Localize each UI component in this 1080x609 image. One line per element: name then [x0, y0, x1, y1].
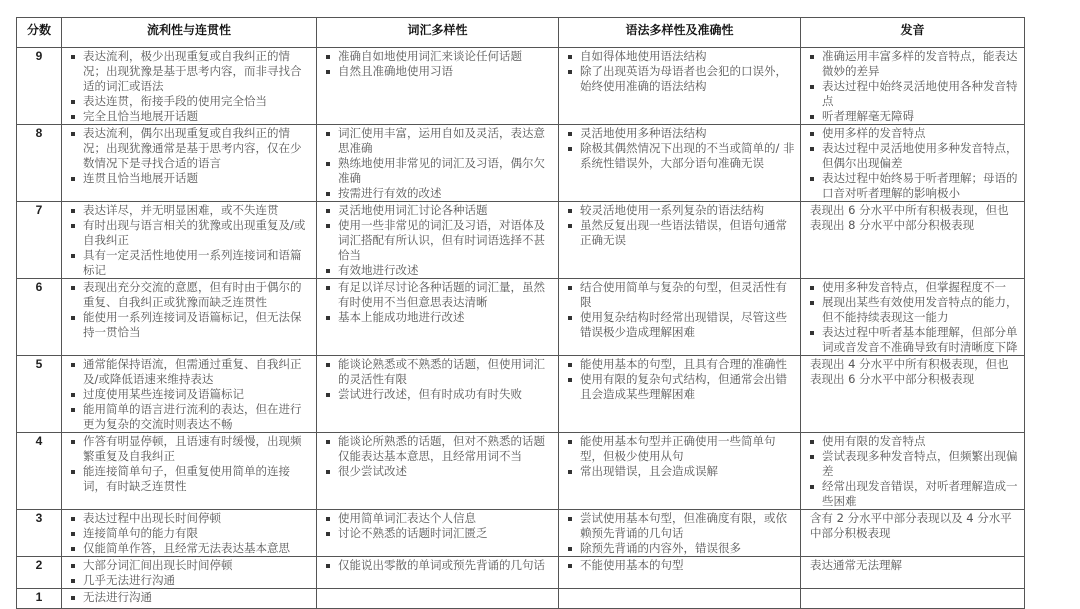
- descriptor-item: 表达过程中灵活地使用多种发音特点，但偶尔出现偏差: [806, 141, 1019, 171]
- cell-lexical-resource: [317, 48, 559, 125]
- descriptor-item: 表达过程中始终灵活地使用各种发音特点: [806, 79, 1019, 109]
- descriptor-item: 使用一些非常见的词汇及习语，对语体及词汇搭配有所认识，但有时词语选择不甚恰当: [322, 218, 553, 263]
- band-score: 2: [17, 557, 62, 589]
- descriptor-item: 熟练地使用非常见的词汇及习语，偶尔欠准确: [322, 156, 553, 186]
- band-row-4: [17, 433, 1025, 510]
- descriptor-list: [67, 203, 311, 278]
- cell-grammar: [559, 589, 801, 609]
- descriptor-item: 尝试进行改述，但有时成功有时失败: [322, 387, 553, 402]
- descriptor-list: [67, 558, 311, 588]
- descriptor-item: 很少尝试改述: [322, 464, 553, 479]
- descriptor-item: 表达过程中出现长时间停顿: [67, 511, 311, 526]
- descriptor-item: 连贯且恰当地展开话题: [67, 171, 311, 186]
- header-grammar: 语法多样性及准确性: [559, 18, 801, 48]
- descriptor-item: 常出现错误，且会造成误解: [564, 464, 795, 479]
- descriptor-text: 表现出 4 分水平中所有积极表现，但也表现出 6 分水平中部分积极表现: [810, 357, 1009, 386]
- descriptor-list: [564, 280, 795, 340]
- cell-grammar: [559, 433, 801, 510]
- descriptor-item: 除预先背诵的内容外，错误很多: [564, 541, 795, 556]
- descriptor-item: 准确自如地使用词汇来谈论任何话题: [322, 49, 553, 64]
- cell-pronunciation: [801, 279, 1025, 356]
- cell-grammar: [559, 279, 801, 356]
- descriptor-item: 使用复杂结构时经常出现错误，尽管这些错误极少造成理解困难: [564, 310, 795, 340]
- descriptor-item: 虽然反复出现一些语法错误，但语句通常正确无误: [564, 218, 795, 248]
- band-score: 6: [17, 279, 62, 356]
- cell-grammar: [559, 356, 801, 433]
- descriptor-list: [564, 511, 795, 556]
- descriptor-item: 大部分词汇间出现长时间停顿: [67, 558, 311, 573]
- cell-grammar: [559, 202, 801, 279]
- cell-fluency-coherence: [62, 279, 317, 356]
- descriptor-item: 除极其偶然情况下出现的不当或简单的/ 非系统性错误外，大部分语句准确无误: [564, 141, 795, 171]
- band-score: 5: [17, 356, 62, 433]
- cell-lexical-resource: [317, 279, 559, 356]
- descriptor-item: 有时出现与语言相关的犹豫或出现重复及/或自我纠正: [67, 218, 311, 248]
- band-row-3: [17, 510, 1025, 557]
- descriptor-item: 有足以详尽讨论各种话题的词汇量，虽然有时使用不当但意思表达清晰: [322, 280, 553, 310]
- cell-lexical-resource: [317, 557, 559, 589]
- descriptor-list: [67, 590, 311, 605]
- cell-fluency-coherence: [62, 589, 317, 609]
- descriptor-list: [67, 280, 311, 340]
- descriptor-item: 灵活地使用多种语法结构: [564, 126, 795, 141]
- descriptor-item: 自然且准确地使用习语: [322, 64, 553, 79]
- descriptor-item: 表达流利，偶尔出现重复或自我纠正的情况；出现犹豫通常是基于思考内容，仅在少数情况下是寻找合适的语言: [67, 126, 311, 171]
- descriptor-item: 准确运用丰富多样的发音特点，能表达微妙的差异: [806, 49, 1019, 79]
- descriptor-item: 有效地进行改述: [322, 263, 553, 278]
- cell-fluency-coherence: [62, 557, 317, 589]
- descriptor-item: 灵活地使用词汇讨论各种话题: [322, 203, 553, 218]
- cell-grammar: [559, 48, 801, 125]
- cell-lexical-resource: [317, 125, 559, 202]
- descriptor-item: 仅能简单作答，且经常无法表达基本意思: [67, 541, 311, 556]
- descriptor-item: 词汇使用丰富，运用自如及灵活，表达意思准确: [322, 126, 553, 156]
- band-score: 9: [17, 48, 62, 125]
- descriptor-list: [564, 357, 795, 402]
- descriptor-item: 作答有明显停顿，且语速有时缓慢，出现频繁重复及自我纠正: [67, 434, 311, 464]
- descriptor-item: 尝试表现多种发音特点，但频繁出现偏差: [806, 449, 1019, 479]
- descriptor-list: [322, 126, 553, 201]
- descriptor-item: 使用有限的发音特点: [806, 434, 1019, 449]
- band-row-5: [17, 356, 1025, 433]
- band-score: 7: [17, 202, 62, 279]
- descriptor-item: 表达过程中听者基本能理解，但部分单词或音发音不准确导致有时清晰度下降: [806, 325, 1019, 355]
- descriptor-item: 讨论不熟悉的话题时词汇匮乏: [322, 526, 553, 541]
- descriptor-item: 听者理解毫无障碍: [806, 109, 1019, 124]
- descriptor-list: [67, 357, 311, 432]
- cell-pronunciation: [801, 356, 1025, 433]
- descriptor-list: [67, 511, 311, 556]
- descriptor-list: [322, 357, 553, 402]
- cell-pronunciation: [801, 510, 1025, 557]
- descriptor-list: [564, 126, 795, 171]
- cell-grammar: [559, 557, 801, 589]
- header-row: [17, 18, 1025, 48]
- band-row-8: [17, 125, 1025, 202]
- descriptor-item: 基本上能成功地进行改述: [322, 310, 553, 325]
- descriptor-text: 表达通常无法理解: [810, 558, 902, 572]
- cell-fluency-coherence: [62, 48, 317, 125]
- descriptor-list: [564, 434, 795, 479]
- cell-fluency-coherence: [62, 510, 317, 557]
- cell-pronunciation: [801, 125, 1025, 202]
- cell-lexical-resource: [317, 589, 559, 609]
- descriptor-item: 展现出某些有效使用发音特点的能力，但不能持续表现这一能力: [806, 295, 1019, 325]
- cell-lexical-resource: [317, 202, 559, 279]
- descriptor-item: 按需进行有效的改述: [322, 186, 553, 201]
- descriptor-list: [67, 126, 311, 186]
- descriptor-item: 使用多种发音特点，但掌握程度不一: [806, 280, 1019, 295]
- cell-lexical-resource: [317, 356, 559, 433]
- cell-grammar: [559, 510, 801, 557]
- descriptor-item: 使用有限的复杂句式结构，但通常会出错且会造成某些理解困难: [564, 372, 795, 402]
- cell-pronunciation: [801, 589, 1025, 609]
- descriptor-list: [806, 126, 1019, 201]
- descriptor-item: 过度使用某些连接词及语篇标记: [67, 387, 311, 402]
- band-score: 3: [17, 510, 62, 557]
- table-body: [17, 48, 1025, 609]
- descriptor-list: [322, 203, 553, 278]
- descriptor-item: 表达连贯，衔接手段的使用完全恰当: [67, 94, 311, 109]
- descriptor-list: [806, 280, 1019, 355]
- descriptor-item: 使用简单词汇表达个人信息: [322, 511, 553, 526]
- descriptor-item: 经常出现发音错误，对听者理解造成一些困难: [806, 479, 1019, 509]
- descriptor-item: 能谈论熟悉或不熟悉的话题，但使用词汇的灵活性有限: [322, 357, 553, 387]
- descriptor-item: 表现出充分交流的意愿，但有时由于偶尔的重复、自我纠正或犹豫而缺乏连贯性: [67, 280, 311, 310]
- header-score: 分数: [17, 18, 62, 48]
- descriptor-item: 无法进行沟通: [67, 590, 311, 605]
- descriptor-text: 含有 2 分水平中部分表现以及 4 分水平中部分积极表现: [810, 511, 1012, 540]
- descriptor-item: 具有一定灵活性地使用一系列连接词和语篇标记: [67, 248, 311, 278]
- descriptor-list: [322, 511, 553, 541]
- header-pronunciation: 发音: [801, 18, 1025, 48]
- cell-lexical-resource: [317, 433, 559, 510]
- descriptor-list: [564, 558, 795, 573]
- cell-grammar: [559, 125, 801, 202]
- header-fluency-coherence: 流利性与连贯性: [62, 18, 317, 48]
- descriptor-item: 能使用一系列连接词及语篇标记，但无法保持一贯恰当: [67, 310, 311, 340]
- header-lexical-resource: 词汇多样性: [317, 18, 559, 48]
- descriptor-item: 通常能保持语流，但需通过重复、自我纠正及/或降低语速来维持表达: [67, 357, 311, 387]
- cell-pronunciation: [801, 48, 1025, 125]
- descriptor-list: [322, 49, 553, 79]
- descriptor-list: [806, 434, 1019, 509]
- descriptor-list: [806, 49, 1019, 124]
- band-score: 4: [17, 433, 62, 510]
- descriptor-text: 表现出 6 分水平中所有积极表现，但也表现出 8 分水平中部分积极表现: [810, 203, 1009, 232]
- descriptor-item: 能用简单的语言进行流利的表达，但在进行更为复杂的交流时则表达不畅: [67, 402, 311, 432]
- descriptor-item: 表达流利，极少出现重复或自我纠正的情况；出现犹豫是基于思考内容，而非寻找合适的词汇或语法: [67, 49, 311, 94]
- descriptor-item: 表达详尽，并无明显困难，或不失连贯: [67, 203, 311, 218]
- descriptor-list: [322, 434, 553, 479]
- band-row-9: [17, 48, 1025, 125]
- descriptor-item: 结合使用简单与复杂的句型，但灵活性有限: [564, 280, 795, 310]
- descriptor-list: [67, 434, 311, 494]
- descriptor-list: [564, 49, 795, 94]
- descriptor-list: [322, 280, 553, 325]
- band-score: 8: [17, 125, 62, 202]
- descriptor-list: [67, 49, 311, 124]
- band-descriptors-table: [16, 17, 1025, 609]
- cell-fluency-coherence: [62, 202, 317, 279]
- cell-pronunciation: [801, 202, 1025, 279]
- band-row-1: [17, 589, 1025, 609]
- descriptor-item: 尝试使用基本句型，但准确度有限，或依赖预先背诵的几句话: [564, 511, 795, 541]
- cell-fluency-coherence: [62, 125, 317, 202]
- descriptor-item: 除了出现英语为母语者也会犯的口误外，始终使用准确的语法结构: [564, 64, 795, 94]
- cell-pronunciation: [801, 433, 1025, 510]
- descriptor-item: 使用多样的发音特点: [806, 126, 1019, 141]
- cell-fluency-coherence: [62, 433, 317, 510]
- band-row-6: [17, 279, 1025, 356]
- descriptor-item: 表达过程中始终易于听者理解；母语的口音对听者理解的影响极小: [806, 171, 1019, 201]
- descriptor-item: 连接简单句的能力有限: [67, 526, 311, 541]
- descriptor-item: 能谈论所熟悉的话题，但对不熟悉的话题仅能表达基本意思，且经常用词不当: [322, 434, 553, 464]
- descriptor-item: 能使用基本句型并正确使用一些简单句型，但极少使用从句: [564, 434, 795, 464]
- descriptor-item: 完全且恰当地展开话题: [67, 109, 311, 124]
- cell-fluency-coherence: [62, 356, 317, 433]
- descriptor-list: [564, 203, 795, 248]
- descriptor-item: 能使用基本的句型，且具有合理的准确性: [564, 357, 795, 372]
- band-row-7: [17, 202, 1025, 279]
- cell-pronunciation: [801, 557, 1025, 589]
- descriptor-item: 自如得体地使用语法结构: [564, 49, 795, 64]
- descriptor-item: 几乎无法进行沟通: [67, 573, 311, 588]
- cell-lexical-resource: [317, 510, 559, 557]
- descriptor-item: 仅能说出零散的单词或预先背诵的几句话: [322, 558, 553, 573]
- descriptor-item: 不能使用基本的句型: [564, 558, 795, 573]
- band-score: 1: [17, 589, 62, 609]
- band-row-2: [17, 557, 1025, 589]
- descriptor-item: 能连接简单句子，但重复使用简单的连接词，有时缺乏连贯性: [67, 464, 311, 494]
- descriptor-list: [322, 558, 553, 573]
- descriptor-item: 较灵活地使用一系列复杂的语法结构: [564, 203, 795, 218]
